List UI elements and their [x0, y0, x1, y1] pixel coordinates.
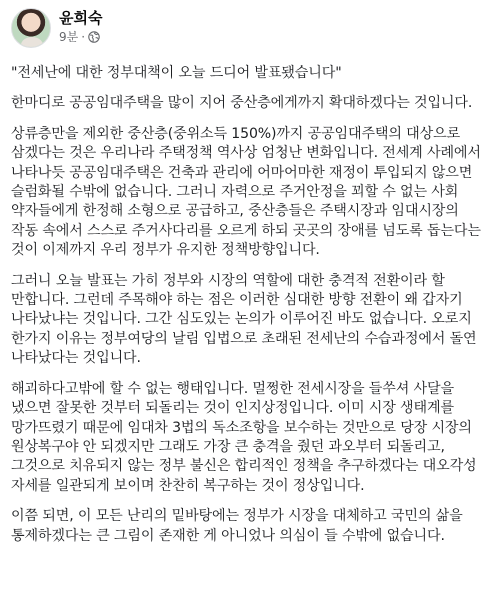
post-subline: [59, 29, 102, 45]
post-paragraph: 한마디로 공공임대주택을 많이 지어 중산층에게까지 확대하겠다는 것입니다.: [11, 95, 473, 112]
post-body: [11, 64, 481, 546]
globe-icon[interactable]: [88, 31, 100, 43]
post-paragraph: "전세난에 대한 정부대책이 오늘 드디어 발표됐습니다": [11, 65, 342, 81]
post-meta: [59, 8, 102, 45]
post-paragraph: 해괴하다고밖에 할 수 없는 행태입니다. 멀쩡한 전세시장을 들쑤셔 사달을 냈으면 잘못한 것부터 되돌리는 것이 인지상정입니다. 이미 시장 생태계를 망가뜨렸기 때문에 임대차 3법의 독소조항을 보수하는 것만으로 당장 시장의 원상복구야 안 되겠지만 그래도 가장 큰 충격을 줬던 과오부터 되돌리고, 그것으로 치유되지 않는 정부 불신은 합리적인 정책을 추구하겠다는 대오각성 자세를 일관되게 보이며 찬찬히 복구하는 것이 정상입니다.: [11, 380, 477, 494]
post-paragraph: 이쯤 되면, 이 모든 난리의 밑바탕에는 정부가 시장을 대체하고 국민의 삶을 통제하겠다는 큰 그림이 존재한 게 아니었나 의심이 들 수밖에 없습니다.: [11, 508, 463, 544]
post-time[interactable]: 9분: [59, 30, 79, 44]
avatar[interactable]: [11, 8, 51, 48]
author-name[interactable]: 윤희숙: [59, 9, 103, 27]
post-header: [11, 8, 481, 54]
post-paragraph: 그러니 오늘 발표는 가히 정부와 시장의 역할에 대한 충격적 전환이라 할 만합니다. 그런데 주목해야 하는 점은 이러한 심대한 방향 전환이 왜 갑자기 나타났냐는 것입니다. 그간 심도있는 논의가 이루어진 바도 없습니다. 오로지 한가지 이유는 정부여당의 날림 입법으로 초래된 전세난의 수습과정에서 돌연 나타났다는 것입니다.: [11, 272, 477, 367]
separator-dot: ·: [81, 30, 86, 44]
post-paragraph: 상류층만을 제외한 중산층(중위소득 150%)까지 공공임대주택의 대상으로 삼겠다는 것은 우리나라 주택정책 역사상 엄청난 변화입니다. 전세계 사례에서 나타나듯 공공임대주택은 건축과 관리에 어마어마한 재정이 투입되지 않으면 슬럼화될 수밖에 없습니다. 그러니 자력으로 주거안정을 꾀할 수 없는 사회 약자들에게 한정해 소형으로 공급하고, 중산층들은 주택시장과 임대시장의 작동 속에서 스스로 주거사다리를 오르게 하되 곳곳의 장애를 넘도록 돕는다는 것이 이제까지 우리 정부가 유지한 정책방향입니다.: [11, 125, 481, 259]
